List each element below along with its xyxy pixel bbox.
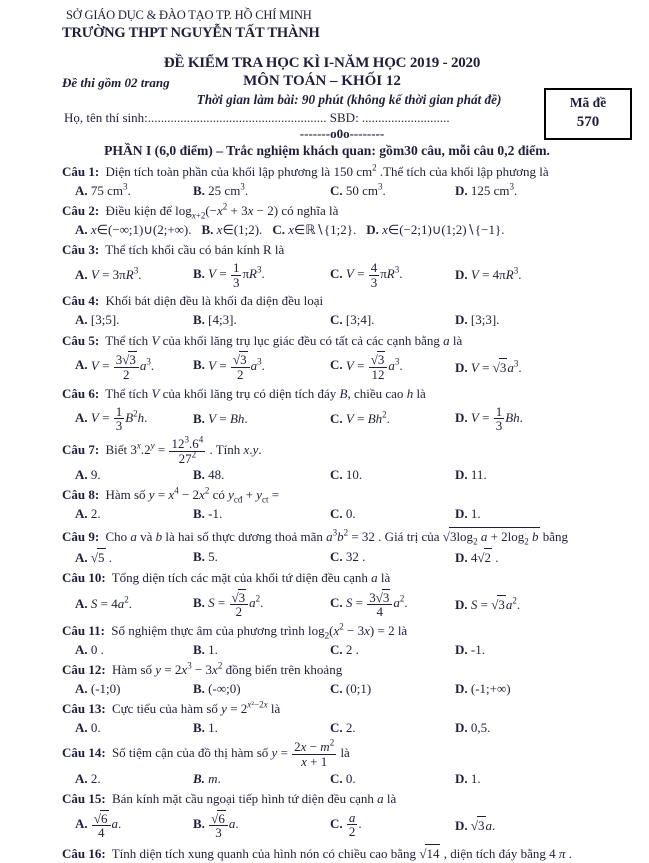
option-letter: D.: [455, 467, 468, 483]
option-value: 32 .: [342, 548, 366, 564]
option-letter: D.: [455, 506, 468, 522]
option-D: [455, 771, 635, 787]
option-letter: A.: [75, 182, 88, 198]
option-value: 2 .: [342, 641, 359, 657]
question-stem-text: Thể tích khối cầu có bán kính R là: [102, 242, 285, 258]
option-value: 0.: [342, 770, 356, 786]
option-value: 11.: [467, 467, 487, 483]
options-row: [75, 351, 635, 381]
option-letter: B.: [193, 680, 205, 696]
option-B: [193, 549, 330, 565]
option-D: [455, 816, 635, 834]
question-label: Câu 15:: [62, 790, 106, 806]
option-letter: C.: [330, 410, 343, 426]
exam-code-label: Mã đề: [569, 95, 607, 110]
question-stem: [62, 844, 635, 863]
exam-header: [62, 55, 582, 159]
option-value: 1.: [204, 641, 218, 657]
question-6: [62, 386, 635, 433]
option-value: S = $\frac{√3}{2}$ $a^2$.: [208, 589, 264, 620]
option-letter: A.: [75, 357, 88, 373]
option-letter: C.: [330, 467, 343, 483]
option-value: 4√2 .: [467, 549, 499, 565]
option-D: [366, 222, 504, 238]
option-letter: B.: [193, 506, 205, 522]
option-C: [330, 312, 455, 328]
option-value: 125 $cm^3$.: [467, 181, 518, 198]
option-B: [193, 771, 330, 787]
options-row: [75, 506, 635, 522]
option-value: 5.: [204, 548, 218, 564]
question-stem: [62, 740, 635, 768]
option-value: 1.: [467, 506, 481, 522]
option-letter: D.: [455, 409, 468, 425]
option-letter: A.: [75, 467, 88, 483]
option-value: 2.: [87, 770, 101, 786]
question-label: Câu 3:: [62, 242, 100, 258]
option-value: $\frac{√6}{4}$ a.: [93, 810, 122, 841]
option-C: [330, 589, 455, 619]
option-letter: C.: [330, 815, 343, 831]
option-B: [193, 810, 330, 840]
option-letter: B.: [193, 410, 205, 426]
option-B: [193, 467, 330, 483]
question-stem-text: Cho a và b là hai số thực dương thoả mãn $a^3b^2 = 32$ . Giá trị của $√3\log_2$ $a + 2\log_2$ b bằng: [102, 527, 569, 547]
question-2: [62, 203, 635, 238]
option-A: [75, 405, 193, 433]
question-label: Câu 14:: [62, 745, 106, 761]
question-13: [62, 701, 635, 736]
option-value: S = $\frac{3√3}{4}$ $a^2$.: [345, 589, 408, 620]
option-value: 50 $cm^3$.: [342, 181, 386, 198]
option-A: [75, 810, 193, 840]
option-D: [455, 267, 635, 283]
options-row: [75, 720, 635, 736]
question-stem-text: Số nghiệm thực âm của phương trình $\log_2(x^2 - 3x) = 2$ là: [107, 621, 408, 641]
question-label: Câu 4:: [62, 293, 100, 309]
question-label: Câu 2:: [62, 203, 100, 219]
option-letter: A.: [75, 720, 88, 736]
option-letter: B.: [193, 357, 205, 373]
option-letter: D.: [455, 641, 468, 657]
option-letter: C.: [330, 266, 343, 282]
option-letter: A.: [75, 312, 88, 328]
question-stem: [62, 791, 635, 808]
option-letter: B.: [193, 266, 205, 282]
question-5: [62, 333, 635, 382]
question-stem-text: Biết $3^x.2^y$ = $\frac{12^3.6^4}{27^2}$ . Tính x.y.: [102, 434, 262, 466]
option-C: [330, 771, 455, 787]
student-info-line: [64, 110, 582, 126]
option-value: V = $\frac{1}{3}$ $\pi R^3$.: [208, 260, 265, 290]
option-letter: B.: [193, 548, 205, 564]
option-A: [75, 681, 193, 697]
subject-title: MÔN TOÁN – KHỐI 12: [243, 73, 401, 89]
question-10: [62, 570, 635, 619]
option-value: V = Bh.: [208, 410, 248, 426]
question-stem: [62, 487, 635, 504]
question-stem-text: Bán kính mặt cầu ngoại tiếp hình tứ diện đều cạnh a là: [108, 790, 397, 806]
option-D: [455, 595, 635, 613]
question-stem: [62, 386, 635, 403]
question-stem: [62, 242, 635, 259]
option-value: [4;3].: [204, 312, 237, 328]
option-A: [75, 467, 193, 483]
option-letter: A.: [75, 641, 88, 657]
option-letter: D.: [455, 680, 468, 696]
option-letter: C.: [330, 680, 343, 696]
sbd-field: SBD: ...........................: [329, 110, 450, 125]
option-value: (-1;+∞): [467, 680, 511, 696]
options-row: [75, 548, 635, 566]
option-C: [272, 222, 356, 238]
option-letter: C.: [330, 357, 343, 373]
option-value: 1.: [467, 770, 481, 786]
question-stem: [62, 701, 635, 718]
option-A: [75, 642, 193, 658]
part1-heading: PHẦN I (6,0 điểm) – Trắc nghiệm khách quan: gồm30 câu, mỗi câu 0,2 điểm.: [104, 143, 550, 158]
option-C: [330, 351, 455, 381]
option-value: (0;1): [342, 680, 372, 696]
option-value: 48.: [204, 467, 225, 483]
option-A: [75, 720, 193, 736]
option-letter: B.: [193, 312, 205, 328]
question-11: [62, 623, 635, 658]
option-letter: B.: [193, 467, 205, 483]
option-value: √3a.: [470, 817, 496, 833]
option-letter: A.: [75, 222, 88, 238]
option-D: [455, 642, 635, 658]
question-stem-text: Hàm số $y = 2x^3 - 3x^2$ đồng biến trên khoảng: [108, 660, 343, 678]
option-A: [75, 596, 193, 612]
question-label: Câu 11:: [62, 622, 105, 638]
option-letter: A.: [75, 595, 88, 611]
option-B: [193, 589, 330, 619]
question-label: Câu 6:: [62, 385, 100, 401]
option-letter: C.: [330, 770, 343, 786]
options-row: [75, 642, 635, 658]
option-value: 0,5.: [467, 720, 491, 736]
question-9: [62, 527, 635, 566]
option-C: [330, 811, 455, 839]
option-D: [455, 720, 635, 736]
question-label: Câu 12:: [62, 662, 106, 678]
exam-code-box: [544, 88, 632, 140]
option-C: [330, 506, 455, 522]
option-B: [193, 261, 330, 289]
option-letter: A.: [75, 680, 88, 696]
option-D: [455, 467, 635, 483]
question-8: [62, 487, 635, 522]
option-letter: A.: [75, 770, 88, 786]
option-value: $V = 4\pi R^3$.: [470, 265, 522, 283]
option-B: [193, 312, 330, 328]
option-C: [330, 467, 455, 483]
options-row: [75, 405, 635, 433]
option-letter: A.: [75, 549, 88, 565]
option-C: [330, 411, 455, 427]
question-stem-text: Cực tiểu của hàm số $y = 2^{x^2-2x}$ là: [108, 699, 281, 717]
option-value: V = $\frac{1}{3}$ $B^2h$.: [90, 403, 148, 434]
option-C: [330, 642, 455, 658]
option-letter: D.: [455, 817, 468, 833]
option-value: 2.: [342, 720, 356, 736]
option-value: $V = 3\pi R^3$.: [90, 265, 142, 283]
question-stem: [62, 293, 635, 310]
question-stem-text: Số tiệm cận của đồ thị hàm số y = $\frac{2x - m^2}{x + 1}$ là: [108, 738, 350, 769]
option-B: [193, 720, 330, 736]
question-stem-text: Thể tích V của khối lăng trụ có diện tích đáy B, chiều cao h là: [102, 385, 426, 401]
options-row: [75, 681, 635, 697]
option-letter: B.: [193, 641, 205, 657]
option-letter: C.: [330, 720, 343, 736]
options-row: [75, 810, 635, 840]
option-letter: A.: [75, 815, 88, 831]
option-value: (-1;0): [87, 680, 121, 696]
option-letter: A.: [75, 267, 88, 283]
option-value: V = $\frac{1}{3}$ Bh.: [470, 403, 523, 434]
option-C: [330, 261, 455, 289]
option-letter: B.: [193, 182, 205, 198]
option-D: [455, 506, 635, 522]
option-B: [193, 681, 330, 697]
option-value: $V = Bh^2$.: [345, 409, 390, 426]
question-label: Câu 1:: [62, 164, 100, 179]
option-C: [330, 681, 455, 697]
option-value: [3;4].: [342, 312, 375, 328]
option-letter: C.: [330, 641, 343, 657]
option-D: [455, 358, 635, 376]
option-B: [193, 351, 330, 381]
option-B: [193, 642, 330, 658]
question-stem: [62, 164, 635, 181]
time-note: Thời gian làm bài: 90 phút (không kể thời gian phát đề): [196, 92, 502, 107]
option-letter: C.: [330, 506, 343, 522]
option-letter: A.: [75, 409, 88, 425]
option-value: $V = √3a^3$.: [470, 358, 522, 375]
pages-note: Đề thi gồm 02 trang: [62, 75, 170, 90]
question-stem: [62, 527, 635, 546]
question-stem-text: Thể tích V của khối lăng trụ lục giác đều có tất cả các cạnh bằng a là: [102, 332, 463, 348]
subject-row: [62, 73, 582, 90]
option-value: 0.: [342, 506, 356, 522]
exam-code-value: 570: [576, 114, 600, 130]
option-C: [330, 720, 455, 736]
question-3: [62, 242, 635, 289]
option-D: [455, 681, 635, 697]
question-label: Câu 7:: [62, 442, 100, 458]
option-A: [75, 506, 193, 522]
option-C: [330, 549, 455, 565]
option-A: [75, 548, 193, 566]
question-stem: [62, 333, 635, 350]
option-letter: C.: [330, 548, 343, 564]
option-letter: D.: [455, 720, 468, 736]
question-15: [62, 791, 635, 840]
options-row: [75, 467, 635, 483]
option-letter: B.: [193, 594, 205, 610]
question-stem-text: Diện tích toàn phần của khối lập phương là 150 $cm^2$ .Thể tích của khối lập phương là: [102, 162, 549, 179]
option-A: [75, 183, 193, 199]
option-B: [193, 506, 330, 522]
option-value: 0.: [87, 720, 101, 736]
option-C: [330, 183, 455, 199]
question-12: [62, 662, 635, 697]
question-16: [62, 844, 635, 863]
option-value: $S = 4a^2$.: [90, 594, 132, 611]
option-value: 9.: [87, 467, 101, 483]
option-value: -1.: [204, 506, 223, 522]
option-value: 10.: [342, 467, 363, 483]
option-value: x∈ℝ∖{1;2}.: [288, 222, 357, 238]
question-label: Câu 13:: [62, 701, 106, 717]
option-A: [75, 771, 193, 787]
option-value: V = $\frac{√3}{2}$ $a^3$.: [208, 352, 265, 383]
question-1: [62, 164, 635, 199]
option-letter: D.: [455, 359, 468, 375]
option-letter: D.: [455, 312, 468, 328]
question-14: [62, 740, 635, 787]
option-B: [193, 411, 330, 427]
options-row: [75, 261, 635, 289]
option-value: (-∞;0): [204, 680, 241, 696]
option-A: [75, 312, 193, 328]
options-row: [75, 222, 635, 238]
question-7: [62, 434, 635, 484]
student-name-field: Họ, tên thí sinh:.......................................................: [64, 110, 327, 125]
options-row: [75, 312, 635, 328]
option-value: x∈(−2;1)∪(1;2)∖{−1}.: [382, 222, 505, 238]
option-letter: B.: [193, 770, 205, 786]
question-label: Câu 10:: [62, 569, 106, 585]
separator: -------o0o--------: [299, 126, 385, 141]
option-letter: C.: [272, 222, 285, 238]
question-label: Câu 5:: [62, 332, 100, 348]
option-letter: D.: [455, 770, 468, 786]
option-D: [455, 183, 635, 199]
question-label: Câu 9:: [62, 528, 100, 544]
option-D: [455, 312, 635, 328]
option-value: 25 $cm^3$.: [204, 181, 249, 198]
option-value: $\frac{√6}{3}$ a.: [211, 810, 239, 841]
school-name: TRƯỜNG THPT NGUYỄN TẤT THÀNH: [62, 25, 320, 41]
option-value: 2.: [87, 506, 101, 522]
option-B: [193, 183, 330, 199]
question-stem-text: Tổng diện tích các mặt của khối tứ diện đều cạnh a là: [108, 569, 391, 585]
option-letter: C.: [330, 594, 343, 610]
option-letter: C.: [330, 182, 343, 198]
option-value: V = $\frac{3√3}{2}$ $a^3$.: [90, 352, 155, 383]
option-value: m.: [208, 770, 221, 786]
option-letter: B.: [201, 222, 214, 238]
question-4: [62, 293, 635, 328]
option-value: [3;3].: [467, 312, 500, 328]
option-letter: D.: [455, 267, 468, 283]
exam-title: ĐỀ KIỂM TRA HỌC KÌ I-NĂM HỌC 2019 - 2020: [163, 55, 481, 71]
question-label: Câu 8:: [62, 487, 100, 503]
question-stem-text: Hàm số $y = x^4 - 2x^2$ có $y_{cđ} + y_{ct}$ =: [102, 486, 280, 506]
option-B: [202, 222, 263, 238]
question-stem: [62, 623, 635, 640]
option-value: [3;5].: [87, 312, 120, 328]
option-letter: B.: [193, 815, 205, 831]
question-stem-text: Khối bát diện đều là khối đa diện đều loại: [102, 293, 324, 309]
option-value: x∈(−∞;1)∪(2;+∞).: [90, 222, 192, 238]
option-value: √5 .: [90, 549, 113, 565]
option-A: [75, 267, 193, 283]
options-row: [75, 589, 635, 619]
option-A: [75, 222, 192, 238]
option-value: $\frac{a}{2}$ .: [348, 809, 362, 840]
option-value: 1.: [204, 720, 218, 736]
option-letter: D.: [455, 549, 468, 565]
question-stem: [62, 570, 635, 587]
option-value: V = $\frac{√3}{12}$ $a^3$.: [345, 352, 403, 383]
option-letter: D.: [455, 182, 468, 198]
department-name: SỞ GIÁO DỤC & ĐÀO TẠO TP. HỒ CHÍ MINH: [66, 8, 312, 22]
option-value: -1.: [467, 641, 485, 657]
option-value: x∈(1;2).: [216, 222, 263, 238]
option-letter: A.: [75, 506, 88, 522]
question-stem: [62, 203, 635, 220]
option-D: [455, 548, 635, 566]
option-letter: D.: [366, 222, 379, 238]
option-letter: C.: [330, 312, 343, 328]
option-A: [75, 351, 193, 381]
options-row: [75, 183, 635, 199]
question-stem: [62, 662, 635, 679]
question-stem-text: Tính diện tích xung quanh của hình nón có chiều cao bằng √14 , diện tích đáy bằng 4 π .: [108, 846, 572, 862]
question-stem: [62, 434, 635, 466]
option-value: 75 $cm^3$.: [87, 181, 131, 198]
question-stem-text: Điều kiện để $\log_{x+2}(-x^2 + 3x - 2)$ có nghĩa là: [102, 201, 339, 221]
option-value: V = $\frac{4}{3}$ $\pi R^3$.: [345, 260, 403, 290]
option-letter: D.: [455, 596, 468, 612]
option-value: $S = √3a^2$.: [470, 595, 521, 612]
option-value: 0 .: [87, 641, 104, 657]
option-D: [455, 405, 635, 433]
questions: [62, 164, 635, 863]
question-label: Câu 16:: [62, 846, 106, 862]
options-row: [75, 771, 635, 787]
option-letter: B.: [193, 720, 205, 736]
